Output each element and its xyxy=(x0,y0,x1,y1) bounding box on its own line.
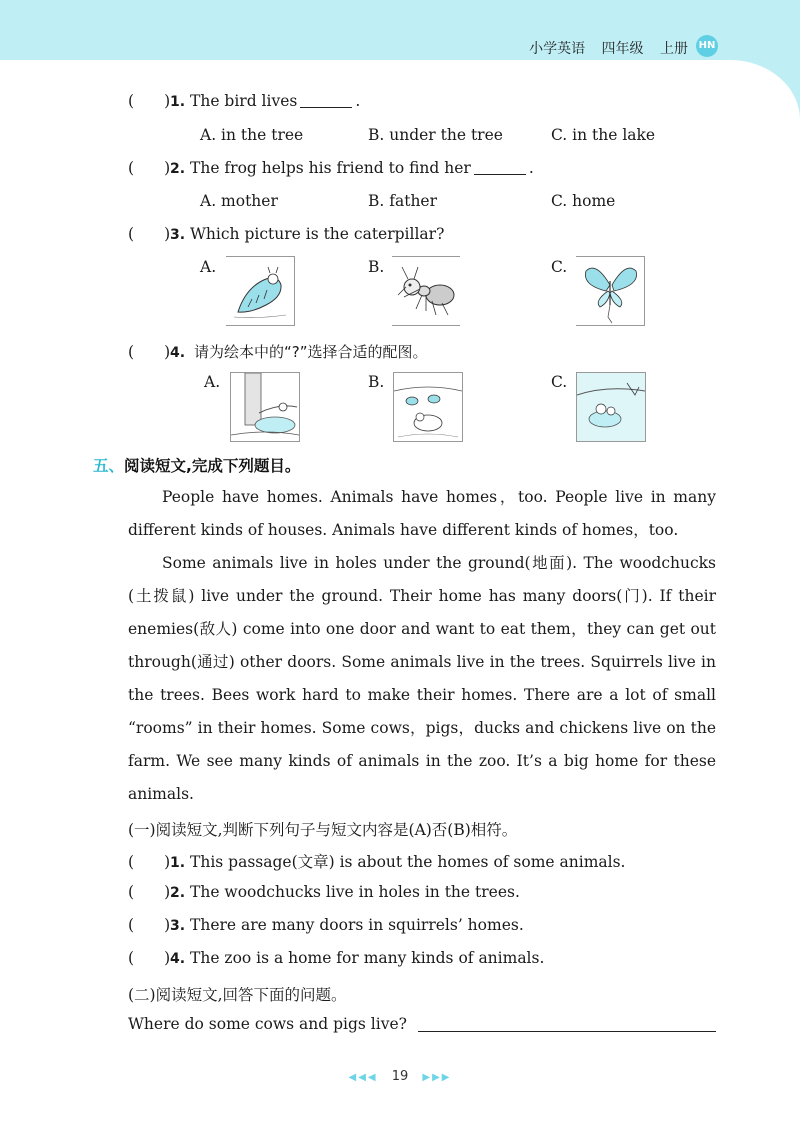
option-a: A. mother xyxy=(200,192,278,210)
question-1: ( )1. The bird lives . xyxy=(128,92,361,110)
ant-picture[interactable] xyxy=(392,256,460,326)
butterfly-icon xyxy=(576,257,644,325)
answer-line[interactable] xyxy=(418,1031,716,1032)
ant-icon xyxy=(392,257,460,325)
hn-badge: HN xyxy=(696,35,718,57)
option-b: B. xyxy=(368,258,385,276)
tree-nest-picture[interactable] xyxy=(230,372,300,442)
question-text: There are many doors in squirrels’ homes. xyxy=(190,916,524,934)
birds-nest-picture[interactable] xyxy=(576,372,646,442)
option-b: B. father xyxy=(368,192,438,210)
judge-item-2 xyxy=(128,883,520,901)
option-c: C. in the lake xyxy=(551,126,656,144)
section-heading: 阅读短文,完成下列题目。 xyxy=(124,457,301,475)
question-number: 4. xyxy=(170,345,186,361)
answer-paren[interactable]: ( ) xyxy=(128,883,171,901)
part2-title: (二)阅读短文,回答下面的问题。 xyxy=(128,986,347,1004)
fill-blank[interactable] xyxy=(300,107,352,108)
caterpillar-icon xyxy=(226,257,294,325)
open-question: Where do some cows and pigs live? xyxy=(128,1015,407,1033)
fill-blank[interactable] xyxy=(474,174,526,175)
option-c: C. home xyxy=(551,192,616,210)
question-number: 2. xyxy=(170,885,186,901)
answer-paren[interactable]: ( ) xyxy=(128,225,171,243)
answer-paren[interactable]: ( ) xyxy=(128,159,171,177)
question-text: The zoo is a home for many kinds of animals. xyxy=(190,949,545,967)
question-text: This passage(文章) is about the homes of some animals. xyxy=(190,853,626,871)
passage-paragraph-1: People have homes. Animals have homes，too. People live in many different kinds of houses. Animals have different kinds of homes，too. xyxy=(128,488,716,539)
butterfly-picture[interactable] xyxy=(576,256,645,326)
header-grade: 四年级 xyxy=(601,41,644,57)
question-text: The woodchucks live in holes in the trees. xyxy=(190,883,520,901)
header-volume: 上册 xyxy=(660,41,688,57)
question-number: 3. xyxy=(170,227,186,243)
page-footer xyxy=(0,1069,800,1084)
question-2: ( )2. The frog helps his friend to find her . xyxy=(128,159,534,177)
caterpillar-picture[interactable] xyxy=(226,256,295,326)
section-title xyxy=(93,454,300,476)
judge-item-4 xyxy=(128,949,544,967)
answer-paren[interactable]: ( ) xyxy=(128,916,171,934)
option-b: B. xyxy=(368,373,385,391)
ducks-pond-picture[interactable] xyxy=(393,372,463,442)
page-number: 19 xyxy=(391,1069,409,1084)
answer-paren[interactable]: ( ) xyxy=(128,92,171,110)
question-text: Which picture is the caterpillar? xyxy=(190,225,445,243)
question-text: The bird lives xyxy=(190,92,298,110)
option-c: C. xyxy=(551,373,568,391)
option-a: A. in the tree xyxy=(200,126,304,144)
ducks-pond-icon xyxy=(394,373,462,441)
question-number: 3. xyxy=(170,918,186,934)
answer-paren[interactable]: ( ) xyxy=(128,853,171,871)
question-number: 1. xyxy=(170,94,186,110)
judge-item-1 xyxy=(128,850,625,872)
left-arrows-icon: ◀◀◀ xyxy=(348,1072,378,1083)
answer-paren[interactable]: ( ) xyxy=(128,343,171,361)
passage-paragraph-2: Some animals live in holes under the ground(地面). The woodchucks (土拨鼠) live under the ground. Their home has many doors(门). If their enemies(敌人) come into one door and want to eat them，they can get out through(通过) other doors. Some animals live in the trees. Squirrels live in the trees. Bees work hard to make their homes. There are a lot of small “rooms” in their homes. Some cows，pigs，ducks and chickens live on the farm. We see many kinds of animals in the zoo. It’s a big home for these animals. xyxy=(128,554,716,803)
tree-nest-icon xyxy=(231,373,299,441)
question-number: 4. xyxy=(170,951,186,967)
question-number: 2. xyxy=(170,161,186,177)
question-number: 1. xyxy=(170,855,186,871)
question-4 xyxy=(128,341,428,362)
judge-item-3 xyxy=(128,916,524,934)
option-c: C. xyxy=(551,258,568,276)
part1-title: (一)阅读短文,判断下列句子与短文内容是(A)否(B)相符。 xyxy=(128,821,518,839)
header-info xyxy=(517,38,688,58)
header-subject: 小学英语 xyxy=(529,41,586,57)
question-text: 请为绘本中的“?”选择合适的配图。 xyxy=(194,343,428,361)
question-3 xyxy=(128,225,444,243)
section-number: 五、 xyxy=(93,457,125,475)
answer-paren[interactable]: ( ) xyxy=(128,949,171,967)
option-a: A. xyxy=(204,373,221,391)
option-b: B. under the tree xyxy=(368,126,503,144)
birds-nest-icon xyxy=(577,373,645,441)
right-arrows-icon: ▶▶▶ xyxy=(422,1072,452,1083)
question-text: The frog helps his friend to find her xyxy=(190,159,471,177)
option-a: A. xyxy=(200,258,217,276)
